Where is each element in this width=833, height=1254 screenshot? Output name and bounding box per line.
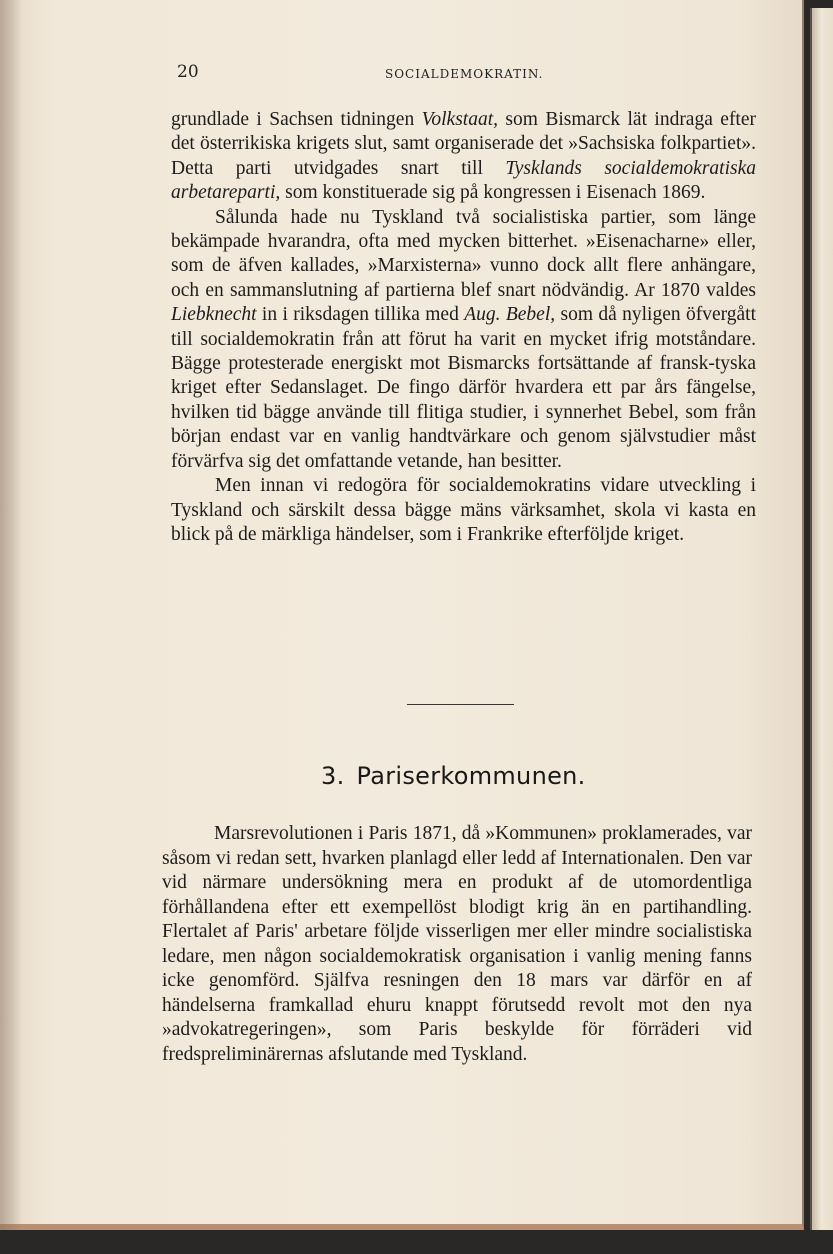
body-text-section-1 <box>171 108 756 547</box>
text-run: grundlade i Sachsen tidningen <box>171 109 422 130</box>
text-run: Sålunda hade nu Tyskland två socialistiska partier, som länge bekämpade hvarandra, ofta med mycken bitterhet. »Eisenacharne» eller, som de äfven kallades, »Marxisterna» vunno dock allt flere anhängare, och en sammanslutning af partierna blef snart nödvändig. Ar 1870 valdes <box>171 206 756 301</box>
italic-run: Liebknecht <box>171 304 257 326</box>
text-run: in i riksdagen tillika med <box>256 304 465 326</box>
text-run: som Bismarck lät indraga efter det österrikiska krigets slut, samt organiserade det »Sachsiska folkpartiet». Detta parti utvidgades snart till <box>171 109 757 179</box>
italic-run: Volkstaat, <box>421 109 498 130</box>
gutter-shadow <box>0 0 22 1230</box>
running-header <box>177 62 757 86</box>
italic-run: Aug. Bebel, <box>464 304 556 326</box>
text-run: som då nyligen öfvergått till socialdemokratin från att förut ha varit en mycket ifrig motståndare. Bägge protesterade energiskt mot Bismarcks fortsättande af fransk-tyska kriget efter Sedanslaget. De fingo därför hvardera ett par års fängelse, hvilken tid bägge använde till flitiga studier, i synnerhet Bebel, som från början endast var en vanlig handtvärkare och genom självstudier måst förvärfva sig det omfattande vetande, han besitter. <box>171 304 757 472</box>
section-divider <box>407 704 514 705</box>
paragraph-4: Marsrevolutionen i Paris 1871, då »Kommunen» proklamerades, var såsom vi redan sett, hvarken planlagd eller ledd af Internationalen. Den var vid närmare undersökning mera en produkt af de utomordentliga förhållandena efter ett exempellöst blodigt krig än en partihandling. Flertalet af Paris' arbetare följde visserligen mer eller mindre socialistiska ledare, men någon socialdemokratisk organisation i vanlig mening fanns icke genomförd. Själfva resningen den 18 mars var därför en af händelserna framkallad ehuru knappt förutsedd revolt mot den nya »advokatregeringen», som Paris beskylde för förräderi vid fredspreliminärernas afslutande med Tyskland. <box>162 823 752 1065</box>
paragraph-3: Men innan vi redogöra för socialdemokratins vidare utveckling i Tyskland och särskilt dessa bägge mäns värksamhet, skola vi kasta en blick på de märkliga händelser, som i Frankrike efterföljde kriget. <box>171 475 756 545</box>
text-run: som konstituerade sig på kongressen i Eisenach 1869. <box>280 182 706 204</box>
body-text-section-2 <box>162 822 752 1067</box>
paragraph-1 <box>171 108 756 206</box>
chapter-heading <box>321 762 621 790</box>
chapter-title: Pariserkommunen. <box>356 762 586 790</box>
adjacent-page-edge <box>810 8 833 1230</box>
italic-run: Tysklands socialdemokratiska arbetareparti, <box>171 157 756 204</box>
chapter-number: 3. <box>321 762 345 790</box>
running-title: SOCIALDEMOKRATIN. <box>385 67 544 81</box>
paragraph-2 <box>171 206 756 474</box>
page-number: 20 <box>177 62 199 82</box>
